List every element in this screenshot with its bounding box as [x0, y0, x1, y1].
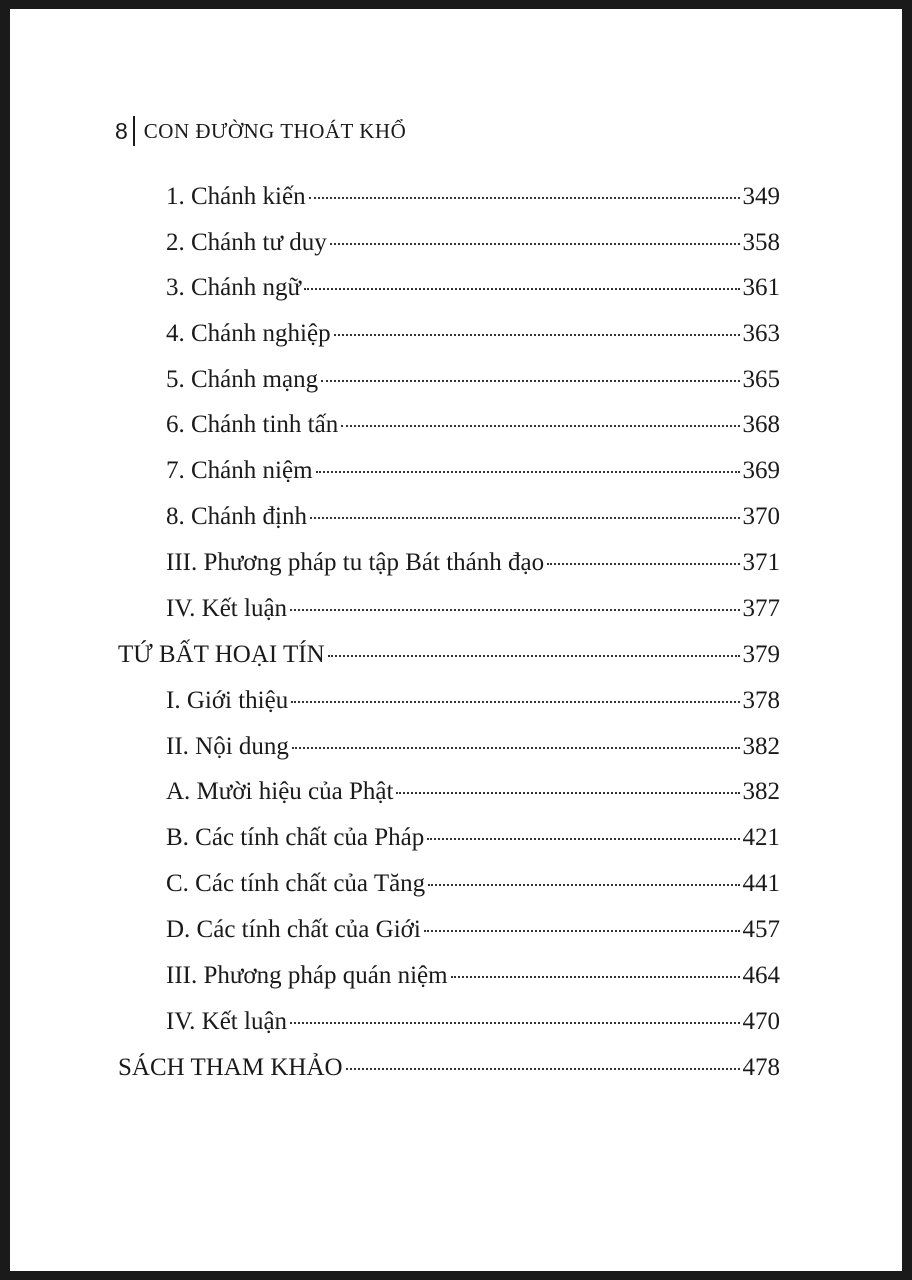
- table-of-contents: [10, 9, 902, 1271]
- toc-entry-title: 7. Chánh niệm: [166, 457, 313, 484]
- toc-entry-title: TỨ BẤT HOẠI TÍN: [118, 641, 325, 668]
- dot-leader: [547, 563, 739, 565]
- dot-leader: [428, 884, 739, 886]
- toc-entry-title: II. Nội dung: [166, 733, 289, 760]
- toc-chapter-entry: [118, 637, 780, 673]
- dot-leader: [291, 701, 739, 703]
- book-page: [10, 9, 902, 1271]
- toc-entry: [166, 591, 780, 627]
- dot-leader: [334, 334, 740, 336]
- toc-entry-page: 365: [742, 366, 780, 393]
- dot-leader: [290, 609, 739, 611]
- toc-entry-page: 368: [742, 411, 780, 438]
- dot-leader: [292, 747, 740, 749]
- toc-entry-page: 371: [742, 549, 780, 576]
- dot-leader: [316, 471, 740, 473]
- toc-entry-page: 464: [742, 962, 780, 989]
- toc-entry-title: SÁCH THAM KHẢO: [118, 1054, 343, 1081]
- toc-entry: [166, 179, 780, 215]
- toc-entry-page: 370: [742, 503, 780, 530]
- dot-leader: [309, 197, 740, 199]
- toc-entry-page: 361: [742, 274, 780, 301]
- toc-entry-title: 5. Chánh mạng: [166, 366, 319, 393]
- toc-entry-page: 358: [742, 229, 780, 256]
- toc-entry-title: IV. Kết luận: [166, 1008, 288, 1035]
- toc-entry-page: 378: [742, 687, 780, 714]
- toc-entry: [166, 958, 780, 994]
- toc-entry-page: 349: [742, 183, 780, 210]
- toc-entry-page: 478: [742, 1054, 780, 1081]
- dot-leader: [304, 288, 739, 290]
- dot-leader: [290, 1022, 739, 1024]
- toc-entry: [166, 225, 780, 261]
- toc-entry-page: 470: [742, 1008, 780, 1035]
- toc-entry-title: D. Các tính chất của Giới: [166, 916, 421, 943]
- toc-entry: [166, 545, 780, 581]
- toc-entry: [166, 774, 780, 810]
- toc-entry-title: III. Phương pháp tu tập Bát thánh đạo: [166, 549, 545, 576]
- dot-leader: [310, 517, 740, 519]
- dot-leader: [330, 243, 740, 245]
- toc-chapter-entry: [118, 1050, 780, 1086]
- toc-entry-page: 441: [742, 870, 780, 897]
- dot-leader: [396, 792, 739, 794]
- toc-entry: [166, 683, 780, 719]
- toc-entry-page: 379: [742, 641, 780, 668]
- toc-entry: [166, 453, 780, 489]
- toc-entry-title: I. Giới thiệu: [166, 687, 289, 714]
- toc-entry-title: IV. Kết luận: [166, 595, 288, 622]
- toc-entry: [166, 729, 780, 765]
- toc-entry-page: 421: [742, 824, 780, 851]
- toc-entry-page: 363: [742, 320, 780, 347]
- toc-entry: [166, 1004, 780, 1040]
- toc-entry-title: B. Các tính chất của Pháp: [166, 824, 425, 851]
- running-title: CON ĐƯỜNG THOÁT KHỔ: [143, 118, 407, 143]
- toc-entry-title: 6. Chánh tinh tấn: [166, 411, 339, 438]
- toc-entry-title: A. Mười hiệu của Phật: [166, 778, 394, 805]
- toc-entry: [166, 499, 780, 535]
- dot-leader: [424, 930, 740, 932]
- dot-leader: [427, 838, 739, 840]
- toc-entry-title: 1. Chánh kiến: [166, 183, 306, 210]
- toc-entry-page: 369: [742, 457, 780, 484]
- toc-entry-title: 3. Chánh ngữ: [166, 274, 302, 301]
- dot-leader: [451, 976, 740, 978]
- toc-entry: [166, 866, 780, 902]
- dot-leader: [346, 1068, 740, 1070]
- toc-entry-title: III. Phương pháp quán niệm: [166, 962, 448, 989]
- toc-entry-title: 2. Chánh tư duy: [166, 229, 327, 256]
- toc-entry-title: 8. Chánh định: [166, 503, 307, 530]
- toc-entry-page: 377: [742, 595, 780, 622]
- toc-entry: [166, 270, 780, 306]
- toc-entry-title: C. Các tính chất của Tăng: [166, 870, 426, 897]
- dot-leader: [328, 655, 740, 657]
- dot-leader: [341, 425, 739, 427]
- toc-entry-page: 382: [742, 778, 780, 805]
- dot-leader: [321, 380, 739, 382]
- toc-entry: [166, 316, 780, 352]
- toc-entry: [166, 407, 780, 443]
- toc-entry: [166, 820, 780, 856]
- toc-entry: [166, 912, 780, 948]
- toc-entry-title: 4. Chánh nghiệp: [166, 320, 331, 347]
- toc-entry-page: 382: [742, 733, 780, 760]
- toc-entry: [166, 362, 780, 398]
- page-number: 8: [115, 117, 128, 144]
- toc-entry-page: 457: [742, 916, 780, 943]
